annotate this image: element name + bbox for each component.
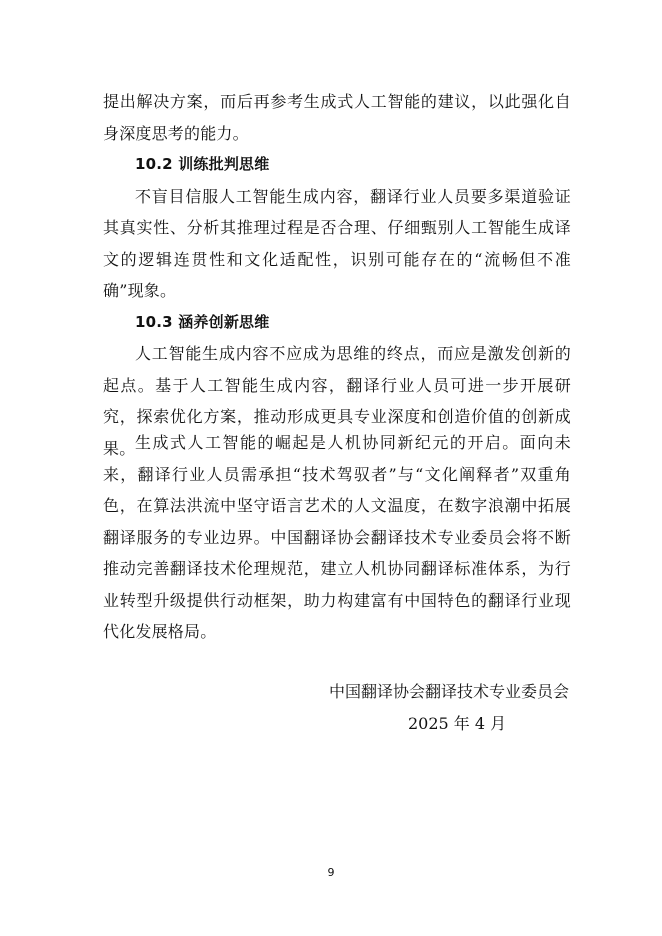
- section-10-3-heading: 10.3 涵养创新思维: [135, 312, 270, 331]
- main-content: [103, 86, 571, 464]
- signature-organization: 中国翻译协会翻译技术专业委员会: [329, 682, 570, 701]
- section-10-3-paragraph: 人工智能生成内容不应成为思维的终点，而应是激发创新的起点。基于人工智能生成内容，翻译行业人员可进一步开展研究，探索优化方案，推动形成更具专业深度和创造价值的创新成果。: [103, 344, 571, 458]
- intro-paragraph: 提出解决方案，而后再参考生成式人工智能的建议，以此强化自身深度思考的能力。: [103, 92, 571, 143]
- page-number: 9: [327, 866, 335, 879]
- section-10-2-heading: 10.2 训练批判思维: [135, 155, 270, 173]
- conclusion-content: [103, 427, 571, 648]
- signature-date: 2025 年 4 月: [408, 714, 507, 733]
- conclusion-paragraph: 生成式人工智能的崛起是人机协同新纪元的开启。面向未来，翻译行业人员需承担“技术驾驭者”与“文化阐释者”双重角色，在算法洪流中坚守语言艺术的人文温度，在数字浪潮中拓展翻译服务的专业边界。中国翻译协会翻译技术专业委员会将不断推动完善翻译技术伦理规范，建立人机协同翻译标准体系，为行业转型升级提供行动框架，助力构建富有中国特色的翻译行业现代化发展格局。: [103, 433, 571, 641]
- section-10-2-paragraph: 不盲目信服人工智能生成内容，翻译行业人员要多渠道验证其真实性、分析其推理过程是否合理、仔细甄别人工智能生成译文的逻辑连贯性和文化适配性，识别可能存在的“流畅但不准确”现象。: [103, 186, 571, 300]
